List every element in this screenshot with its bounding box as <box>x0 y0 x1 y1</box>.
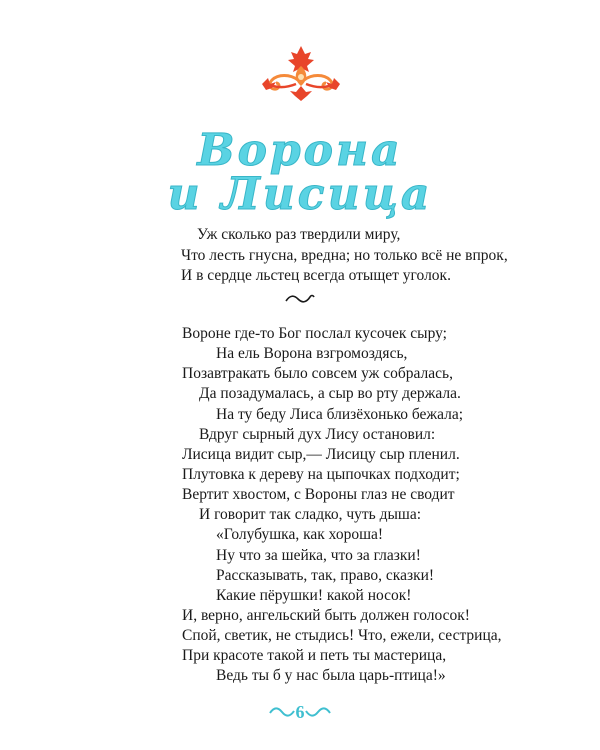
page-title-line-2: и Лисица <box>167 169 433 220</box>
verse-line: На ель Ворона взгромоздясь, <box>216 345 408 362</box>
verse-line: Вертит хвостом, с Вороны глаз не сводит <box>182 486 455 503</box>
verse-line: Рассказывать, так, право, сказки! <box>216 567 435 584</box>
verse-line: Лисица видит сыр,— Лисицу сыр пленил. <box>182 446 460 463</box>
page-title-line-1: Ворона <box>197 125 403 176</box>
epigraph-line: Что лесть гнусна, вредна; но только всё не впрок, <box>181 247 508 264</box>
verse-line: И, верно, ангельский быть должен голосок! <box>182 607 470 624</box>
verse-line: Позавтракать было совсем уж собралась, <box>182 365 453 382</box>
verse-line: Ведь ты б у нас была царь-птица!» <box>216 667 446 684</box>
floral-leaf-ornament-icon <box>256 44 346 102</box>
epigraph-line: И в сердце льстец всегда отыщет уголок. <box>181 267 451 284</box>
verse-line: Вороне где-то Бог послал кусочек сыру; <box>182 325 447 342</box>
verse-line: Ну что за шейка, что за глазки! <box>216 547 421 564</box>
verse-line: На ту беду Лиса близёхонько бежала; <box>216 406 464 423</box>
verse-line: Спой, светик, не стыдись! Что, ежели, сестрица, <box>182 627 502 644</box>
verse-line: И говорит так сладко, чуть дыша: <box>199 506 422 523</box>
verse-line: «Голубушка, как хороша! <box>216 526 384 543</box>
verse-line: Да позадумалась, а сыр во рту держала. <box>199 385 461 402</box>
page-number: 6 <box>295 702 305 722</box>
verse-line: Плутовка к дереву на цыпочках подходит; <box>182 466 460 483</box>
verse-line: Какие пёрушки! какой носок! <box>216 587 412 604</box>
squiggle-divider-icon <box>284 292 316 306</box>
verse-line: Вдруг сырный дух Лису остановил: <box>199 426 436 443</box>
epigraph-line: Уж сколько раз твердили миру, <box>197 226 401 243</box>
verse-line: При красоте такой и петь ты мастерица, <box>182 647 447 664</box>
